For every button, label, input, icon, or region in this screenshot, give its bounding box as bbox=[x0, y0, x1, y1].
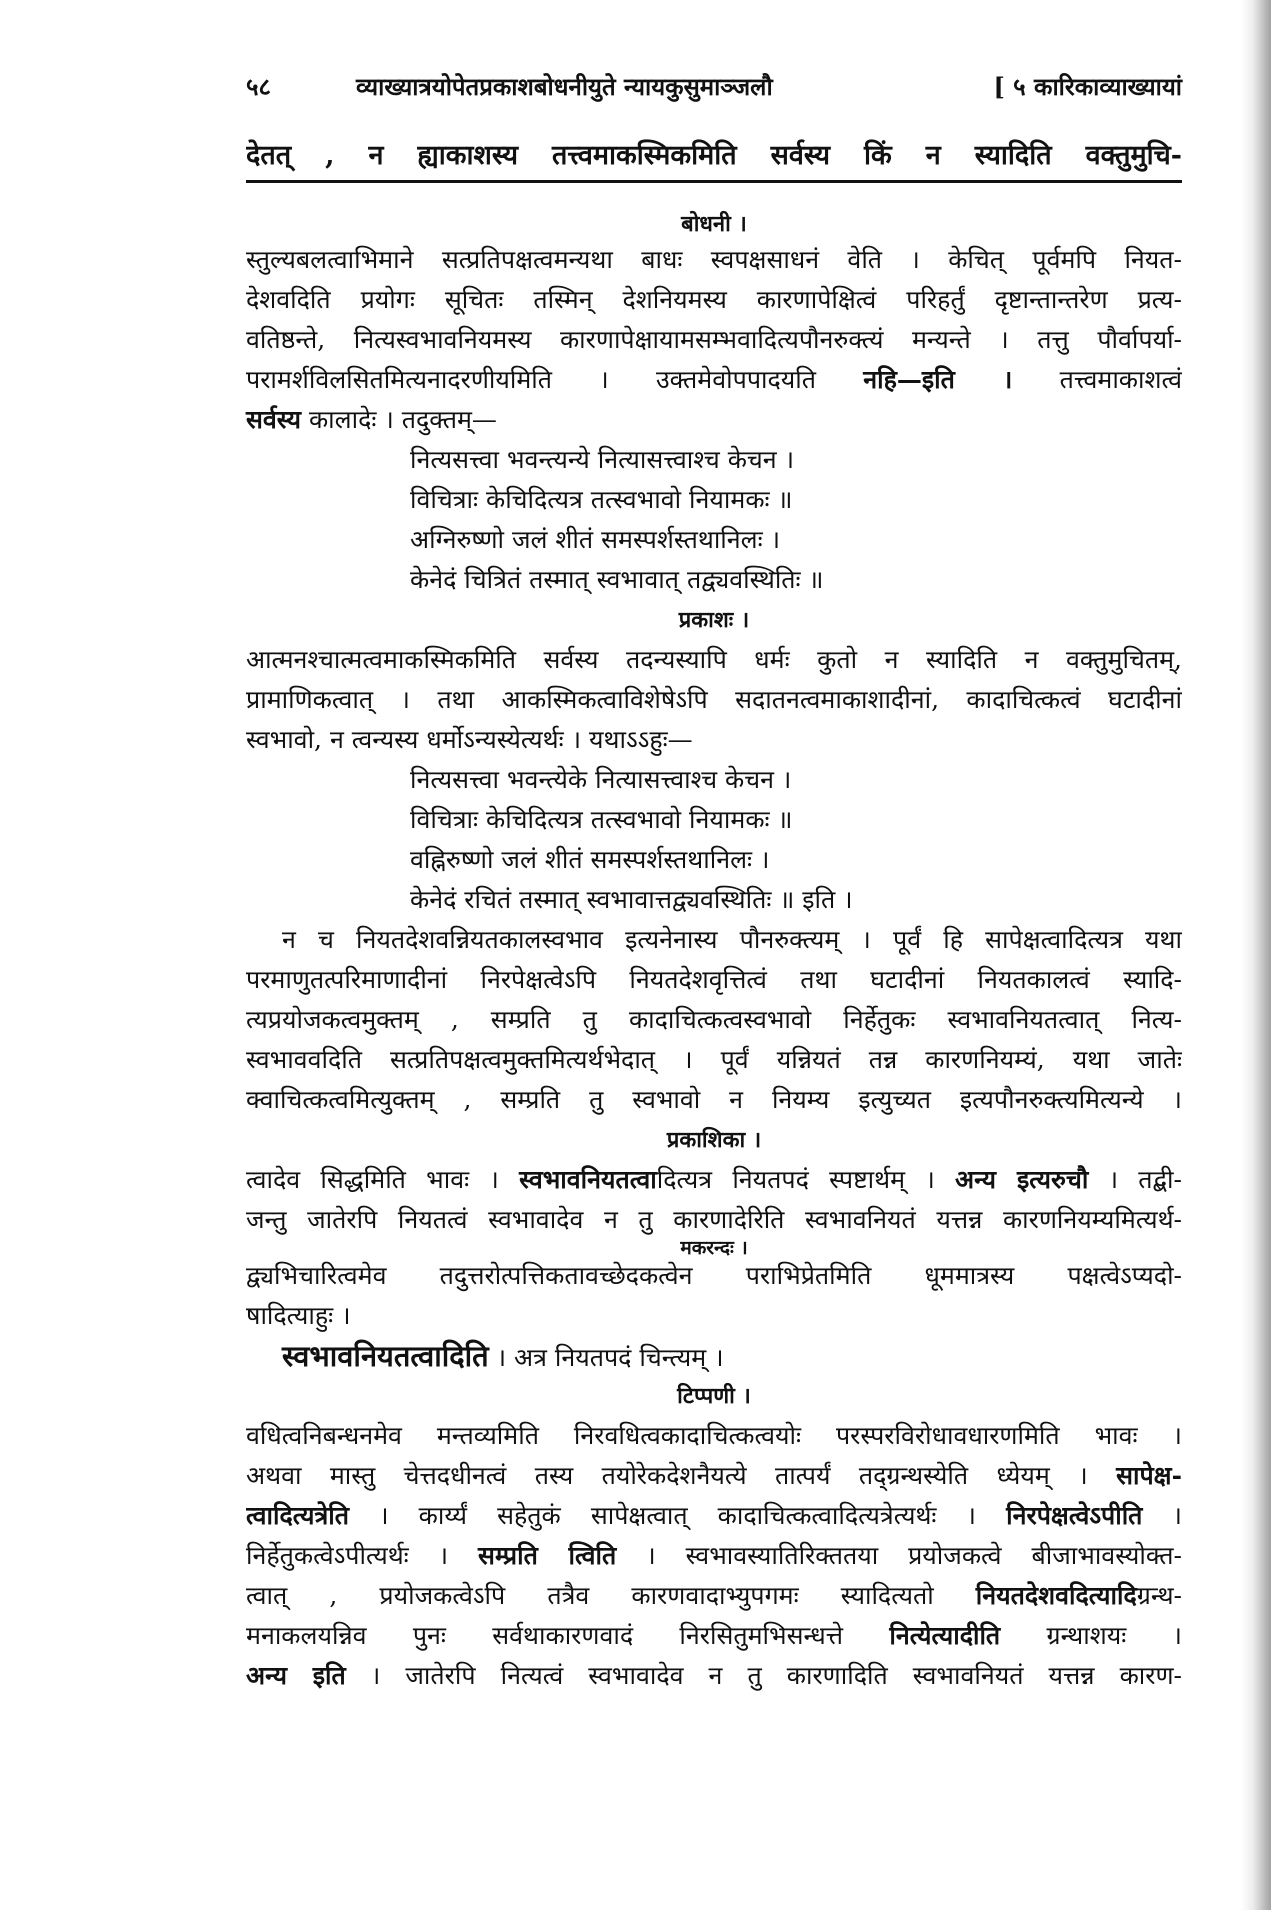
verse-line bbox=[410, 523, 1110, 557]
verse-line bbox=[410, 483, 1110, 517]
text-line bbox=[246, 963, 1182, 997]
text-line bbox=[246, 1539, 1182, 1573]
verse-line bbox=[410, 443, 1110, 477]
text-line bbox=[246, 1499, 1182, 1533]
text-segment: मनाकलयन्निव पुनः सर्वथाकारणवादं निरसितुमभिसन्धत्ते bbox=[246, 1621, 890, 1650]
bold-lemma: अन्य इति bbox=[246, 1661, 346, 1690]
text-segment: देशवदिति प्रयोगः सूचितः तस्मिन् देशनियमस्य कारणापेक्षित्वं परिहर्तुं दृष्टान्तान्तरेण प्रत्य- bbox=[246, 285, 1182, 314]
text-line bbox=[246, 1579, 1182, 1613]
text-segment: । कार्य्यं सहेतुकं सापेक्षत्वात् कादाचित्कत्वादित्यत्रेत्यर्थः । bbox=[349, 1501, 1007, 1530]
text-line bbox=[246, 923, 1182, 957]
text-segment: केनेदं चित्रितं तस्मात् स्वभावात् तद्व्यवस्थितिः ॥ bbox=[410, 565, 824, 594]
text-line bbox=[246, 1259, 1182, 1293]
bold-lemma: स्वभावनियतत्वादिति bbox=[282, 1339, 489, 1373]
section-heading bbox=[246, 1379, 1182, 1413]
verse-line bbox=[410, 563, 1110, 597]
text-line bbox=[246, 363, 1182, 397]
text-line bbox=[246, 323, 1182, 357]
text-segment: परमाणुतत्परिमाणादीनां निरपेक्षत्वेऽपि नियतदेशवृत्तित्वं तथा घटादीनां नियतकालत्वं स्यादि- bbox=[246, 965, 1182, 994]
text-line bbox=[246, 283, 1182, 317]
bold-lemma: अन्य इत्यरुचौ bbox=[955, 1165, 1089, 1194]
text-line bbox=[246, 723, 1182, 757]
text-segment: परामर्शविलसितमित्यनादरणीयमिति । उक्तमेवोपपादयति bbox=[246, 365, 864, 394]
text-segment: वधित्वनिबन्धनमेव मन्तव्यमिति निरवधित्वकादाचित्कत्वयोः परस्परविरोधावधारणमिति भावः । bbox=[246, 1421, 1182, 1450]
root-text-line: देतत् , न ह्याकाशस्य तत्त्वमाकस्मिकमिति सर्वस्य किं न स्यादिति वक्तुमुचि- bbox=[246, 140, 1182, 171]
header-rule bbox=[246, 180, 1182, 183]
verse-line bbox=[410, 803, 1110, 837]
text-line bbox=[246, 1003, 1182, 1037]
text-line bbox=[246, 1083, 1182, 1117]
text-segment: । तद्बी- bbox=[1088, 1165, 1182, 1194]
text-line bbox=[246, 1419, 1182, 1453]
bold-lemma: निरपेक्षत्वेऽपीति bbox=[1006, 1501, 1143, 1530]
text-segment: तत्त्वमाकाशत्वं bbox=[1012, 365, 1182, 394]
text-segment: स्वभाववदिति सत्प्रतिपक्षत्वमुक्तमित्यर्थभेदात् । पूर्वं यन्नियतं तन्न कारणनियम्यं, यथा जातेः bbox=[246, 1045, 1182, 1074]
bold-lemma: नहि—इति । bbox=[863, 365, 1013, 394]
verse-line bbox=[410, 883, 1110, 917]
section-label: [ ५ कारिकाव्याख्यायां bbox=[993, 72, 1182, 101]
verse-line bbox=[410, 763, 1110, 797]
text-line bbox=[246, 1459, 1182, 1493]
bold-lemma: त्वादित्यत्रेति bbox=[246, 1501, 350, 1530]
text-line bbox=[246, 683, 1182, 717]
text-segment: स्तुल्यबलत्वाभिमाने सत्प्रतिपक्षत्वमन्यथा बाधः स्वपक्षसाधनं वेति । केचित् पूर्वमपि नियत- bbox=[246, 245, 1182, 274]
text-segment: विचित्राः केचिदित्यत्र तत्स्वभावो नियामकः ॥ bbox=[410, 485, 793, 514]
text-segment: नित्यसत्त्वा भवन्त्येके नित्यासत्त्वाश्च केचन । bbox=[410, 765, 792, 794]
text-segment: त्वादेव सिद्धमिति भावः । bbox=[246, 1165, 520, 1194]
text-line bbox=[246, 1043, 1182, 1077]
scan-shadow-edge bbox=[1241, 0, 1271, 1910]
text-segment: न च नियतदेशवन्नियतकालस्वभाव इत्यनेनास्य पौनरुक्त्यम् । पूर्वं हि सापेक्षत्वादित्यत्र यथा bbox=[282, 925, 1182, 954]
text-segment: ग्रन्थ- bbox=[1136, 1581, 1182, 1610]
bold-lemma: स्वभावनियतत्वा bbox=[519, 1165, 657, 1194]
text-segment: आत्मनश्चात्मत्वमाकस्मिकमिति सर्वस्य तदन्यस्यापि धर्मः कुतो न स्यादिति न वक्तुमुचितम्, bbox=[246, 645, 1182, 674]
text-segment: । bbox=[1142, 1501, 1182, 1530]
text-segment: वह्निरुष्णो जलं शीतं समस्पर्शस्तथानिलः । bbox=[410, 845, 770, 874]
text-segment: द्व्यभिचारित्वमेव तदुत्तरोत्पत्तिकतावच्छेदकत्वेन पराभिप्रेतमिति धूममात्रस्य पक्षत्वेऽप्यदो- bbox=[246, 1261, 1182, 1290]
text-segment: अथवा मास्तु चेत्तदधीनत्वं तस्य तयोरेकदेशनैयत्ये तात्पर्यं तद्ग्रन्थस्येति ध्येयम् । bbox=[246, 1461, 1117, 1490]
bold-lemma: नियतदेशवदित्यादि bbox=[975, 1581, 1137, 1610]
section-heading-bodhani: बोधनी । bbox=[681, 211, 747, 237]
text-segment: दित्यत्र नियतपदं स्पष्टार्थम् । bbox=[656, 1165, 956, 1194]
text-segment: नित्यसत्त्वा भवन्त्यन्ये नित्यासत्त्वाश्च केचन । bbox=[410, 445, 795, 474]
text-segment: विचित्राः केचिदित्यत्र तत्स्वभावो नियामकः ॥ bbox=[410, 805, 793, 834]
bold-lemma: नित्येत्यादीति bbox=[889, 1621, 1001, 1650]
text-line bbox=[246, 1163, 1182, 1197]
text-segment: ग्रन्थाशयः । bbox=[1000, 1621, 1182, 1650]
text-segment: मकरन्दः । bbox=[680, 1237, 748, 1259]
running-title: व्याख्यात्रयोपेतप्रकाशबोधनीयुते न्यायकुसुमाञ्जलौ bbox=[356, 72, 773, 101]
text-segment: निर्हेतुकत्वेऽपीत्यर्थः । bbox=[246, 1541, 479, 1570]
section-heading bbox=[246, 603, 1182, 637]
page-number: ५८ bbox=[246, 72, 271, 101]
text-segment: क्वाचित्कत्वमित्युक्तम् , सम्प्रति तु स्वभावो न नियम्य इत्युच्यत इत्यपौनरुक्त्यमित्यन्ये । bbox=[246, 1085, 1182, 1114]
text-segment: केनेदं रचितं तस्मात् स्वभावात्तद्व्यवस्थितिः ॥ इति । bbox=[410, 885, 853, 914]
bold-lemma: सापेक्ष- bbox=[1116, 1461, 1182, 1490]
text-segment: । जातेरपि नित्यत्वं स्वभावादेव न तु कारणादिति स्वभावनियतं यत्तन्न कारण- bbox=[345, 1661, 1182, 1690]
text-line bbox=[246, 243, 1182, 277]
text-line bbox=[246, 1339, 1182, 1375]
text-segment: टिप्पणी । bbox=[677, 1383, 751, 1409]
verse-line bbox=[410, 843, 1110, 877]
section-heading bbox=[246, 1123, 1182, 1157]
text-line bbox=[246, 643, 1182, 677]
text-segment: प्रकाशः । bbox=[678, 607, 750, 633]
text-segment: । अत्र नियतपदं चिन्त्यम् । bbox=[488, 1343, 724, 1372]
text-segment: वतिष्ठन्ते, नित्यस्वभावनियमस्य कारणापेक्षायामसम्भवादित्यपौनरुक्त्यं मन्यन्ते । तत्तु पौर्वापर्या- bbox=[246, 325, 1182, 354]
text-line bbox=[246, 1619, 1182, 1653]
text-segment: षादित्याहुः । bbox=[246, 1301, 351, 1330]
text-line bbox=[246, 1659, 1182, 1693]
text-segment: प्रकाशिका । bbox=[666, 1127, 762, 1153]
text-segment: त्यप्रयोजकत्वमुक्तम् , सम्प्रति तु कादाचित्कत्वस्वभावो निर्हेतुकः स्वभावनियतत्वात् नित्य- bbox=[246, 1005, 1182, 1034]
bold-lemma: सर्वस्य bbox=[246, 405, 302, 434]
text-line bbox=[246, 403, 1182, 437]
text-segment: अग्निरुष्णो जलं शीतं समस्पर्शस्तथानिलः । bbox=[410, 525, 781, 554]
text-segment: जन्तु जातेरपि नियतत्वं स्वभावादेव न तु कारणादेरिति स्वभावनियतं यत्तन्न कारणनियम्यमित्यर्थ- bbox=[246, 1205, 1182, 1234]
text-segment: स्वभावो, न त्वन्यस्य धर्मोऽन्यस्येत्यर्थः । यथाऽऽहुः— bbox=[246, 725, 693, 754]
running-header bbox=[246, 70, 1182, 106]
text-segment: कालादेः । तदुक्तम्— bbox=[301, 405, 497, 434]
text-segment: त्वात् , प्रयोजकत्वेऽपि तत्रैव कारणवादाभ्युपगमः स्यादित्यतो bbox=[246, 1581, 976, 1610]
text-segment: प्रामाणिकत्वात् । तथा आकस्मिकत्वाविशेषेऽपि सदातनत्वमाकाशादीनां, कादाचित्कत्वं घटादीनां bbox=[246, 685, 1182, 714]
text-segment: । स्वभावस्यातिरिक्ततया प्रयोजकत्वे बीजाभावस्योक्त- bbox=[616, 1541, 1182, 1570]
bold-lemma: सम्प्रति त्विति bbox=[478, 1541, 617, 1570]
text-line bbox=[246, 1299, 1182, 1333]
